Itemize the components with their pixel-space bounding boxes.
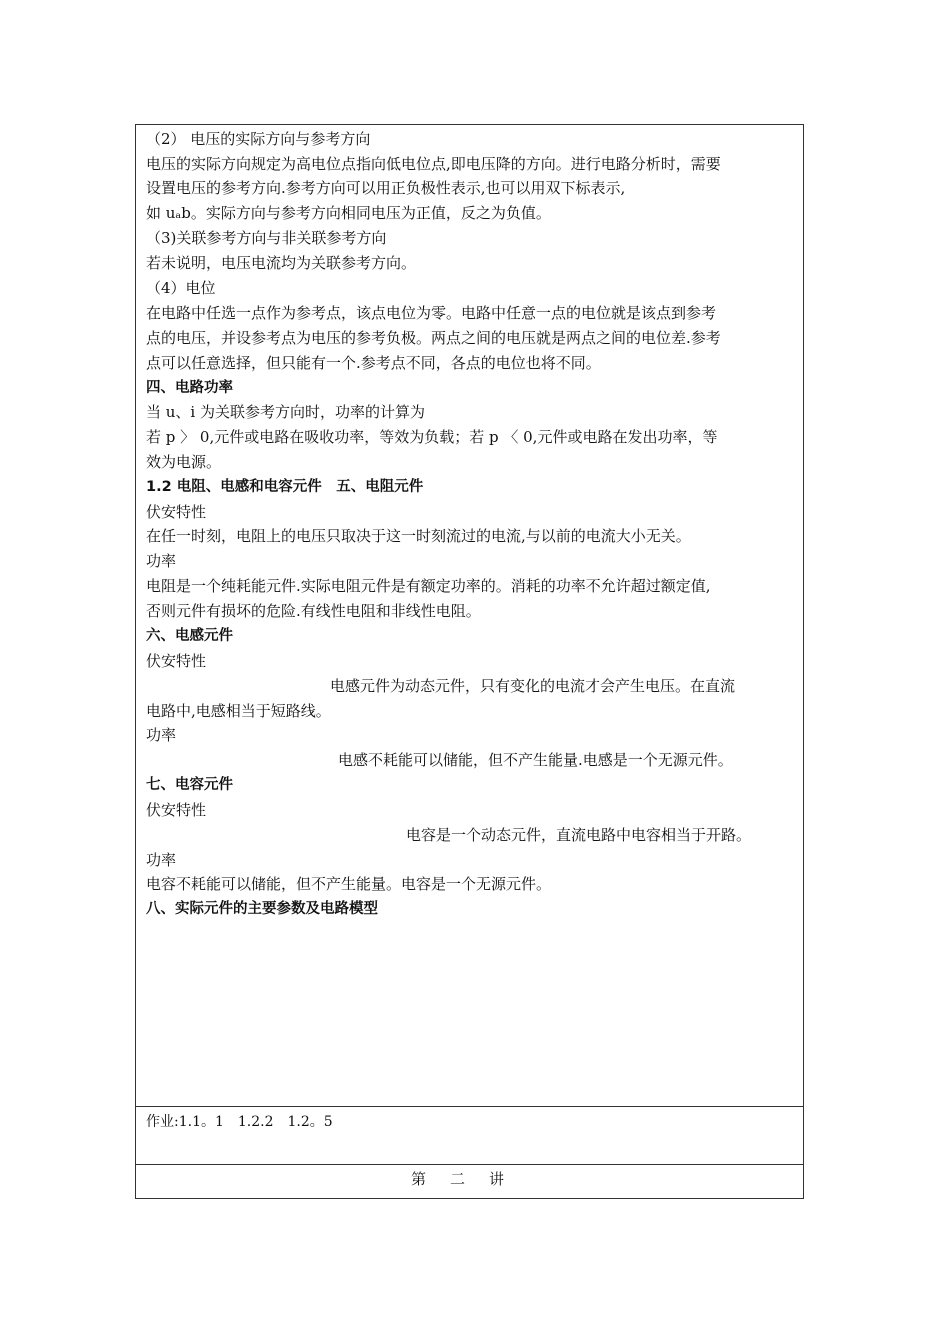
- line-10: 点可以任意选择，但只能有一个.参考点不同，各点的电位也将不同。: [146, 354, 601, 372]
- line-28: 伏安特性: [146, 801, 207, 819]
- homework-text: 作业:1.1。1 1.2.2 1.2。5: [146, 1114, 333, 1130]
- heading-practical: 八、实际元件的主要参数及电路模型: [146, 901, 378, 917]
- line-6: 若未说明，电压电流均为关联参考方向。: [146, 254, 417, 272]
- line-30: 功率: [146, 851, 177, 869]
- row-divider: [136, 1106, 803, 1107]
- lecture-table: [135, 124, 804, 1199]
- line-4: 如 uₐb。实际方向与参考方向相同电压为正值，反之为负值。: [146, 204, 551, 222]
- line-20: 否则元件有损坏的危险.有线性电阻和非线性电阻。: [146, 602, 481, 620]
- line-31: 电容不耗能可以储能，但不产生能量。电容是一个无源元件。: [146, 875, 552, 893]
- line-7: （4）电位: [146, 279, 216, 297]
- line-12: 当 u、i 为关联参考方向时，功率的计算为: [146, 403, 425, 421]
- heading-power: 四、电路功率: [146, 380, 233, 396]
- row-divider: [136, 1164, 803, 1165]
- line-1: （2） 电压的实际方向与参考方向: [146, 130, 371, 148]
- line-23: 电感元件为动态元件，只有变化的电流才会产生电压。在直流: [330, 677, 736, 695]
- line-9: 点的电压，并设参考点为电压的参考负极。两点之间的电压就是两点之间的电位差.参考: [146, 329, 721, 347]
- line-16: 伏安特性: [146, 503, 207, 521]
- line-18: 功率: [146, 552, 177, 570]
- line-13: 若 p 〉 0,元件或电路在吸收功率，等效为负载；若 p 〈 0,元件或电路在发出功率，等: [146, 428, 718, 446]
- content-cell: [136, 125, 803, 1107]
- lecture-number: 第二讲: [410, 1170, 528, 1188]
- line-17: 在任一时刻，电阻上的电压只取决于这一时刻流过的电流,与以前的电流大小无关。: [146, 527, 691, 545]
- line-22: 伏安特性: [146, 652, 207, 670]
- line-24: 电路中,电感相当于短路线。: [146, 702, 331, 720]
- line-2: 电压的实际方向规定为高电位点指向低电位点,即电压降的方向。进行电路分析时，需要: [146, 155, 721, 173]
- heading-resistor: 1.2 电阻、电感和电容元件 五、电阻元件: [146, 479, 424, 495]
- heading-capacitor: 七、电容元件: [146, 777, 233, 793]
- heading-inductor: 六、电感元件: [146, 628, 233, 644]
- line-19: 电阻是一个纯耗能元件.实际电阻元件是有额定功率的。消耗的功率不允许超过额定值,: [146, 577, 711, 595]
- line-5: （3)关联参考方向与非关联参考方向: [146, 229, 387, 247]
- line-14: 效为电源。: [146, 453, 222, 471]
- line-29: 电容是一个动态元件，直流电路中电容相当于开路。: [406, 826, 752, 844]
- line-25: 功率: [146, 726, 177, 744]
- line-26: 电感不耗能可以储能，但不产生能量.电感是一个无源元件。: [338, 751, 733, 769]
- line-8: 在电路中任选一点作为参考点，该点电位为零。电路中任意一点的电位就是该点到参考: [146, 304, 717, 322]
- line-3: 设置电压的参考方向.参考方向可以用正负极性表示,也可以用双下标表示,: [146, 179, 626, 197]
